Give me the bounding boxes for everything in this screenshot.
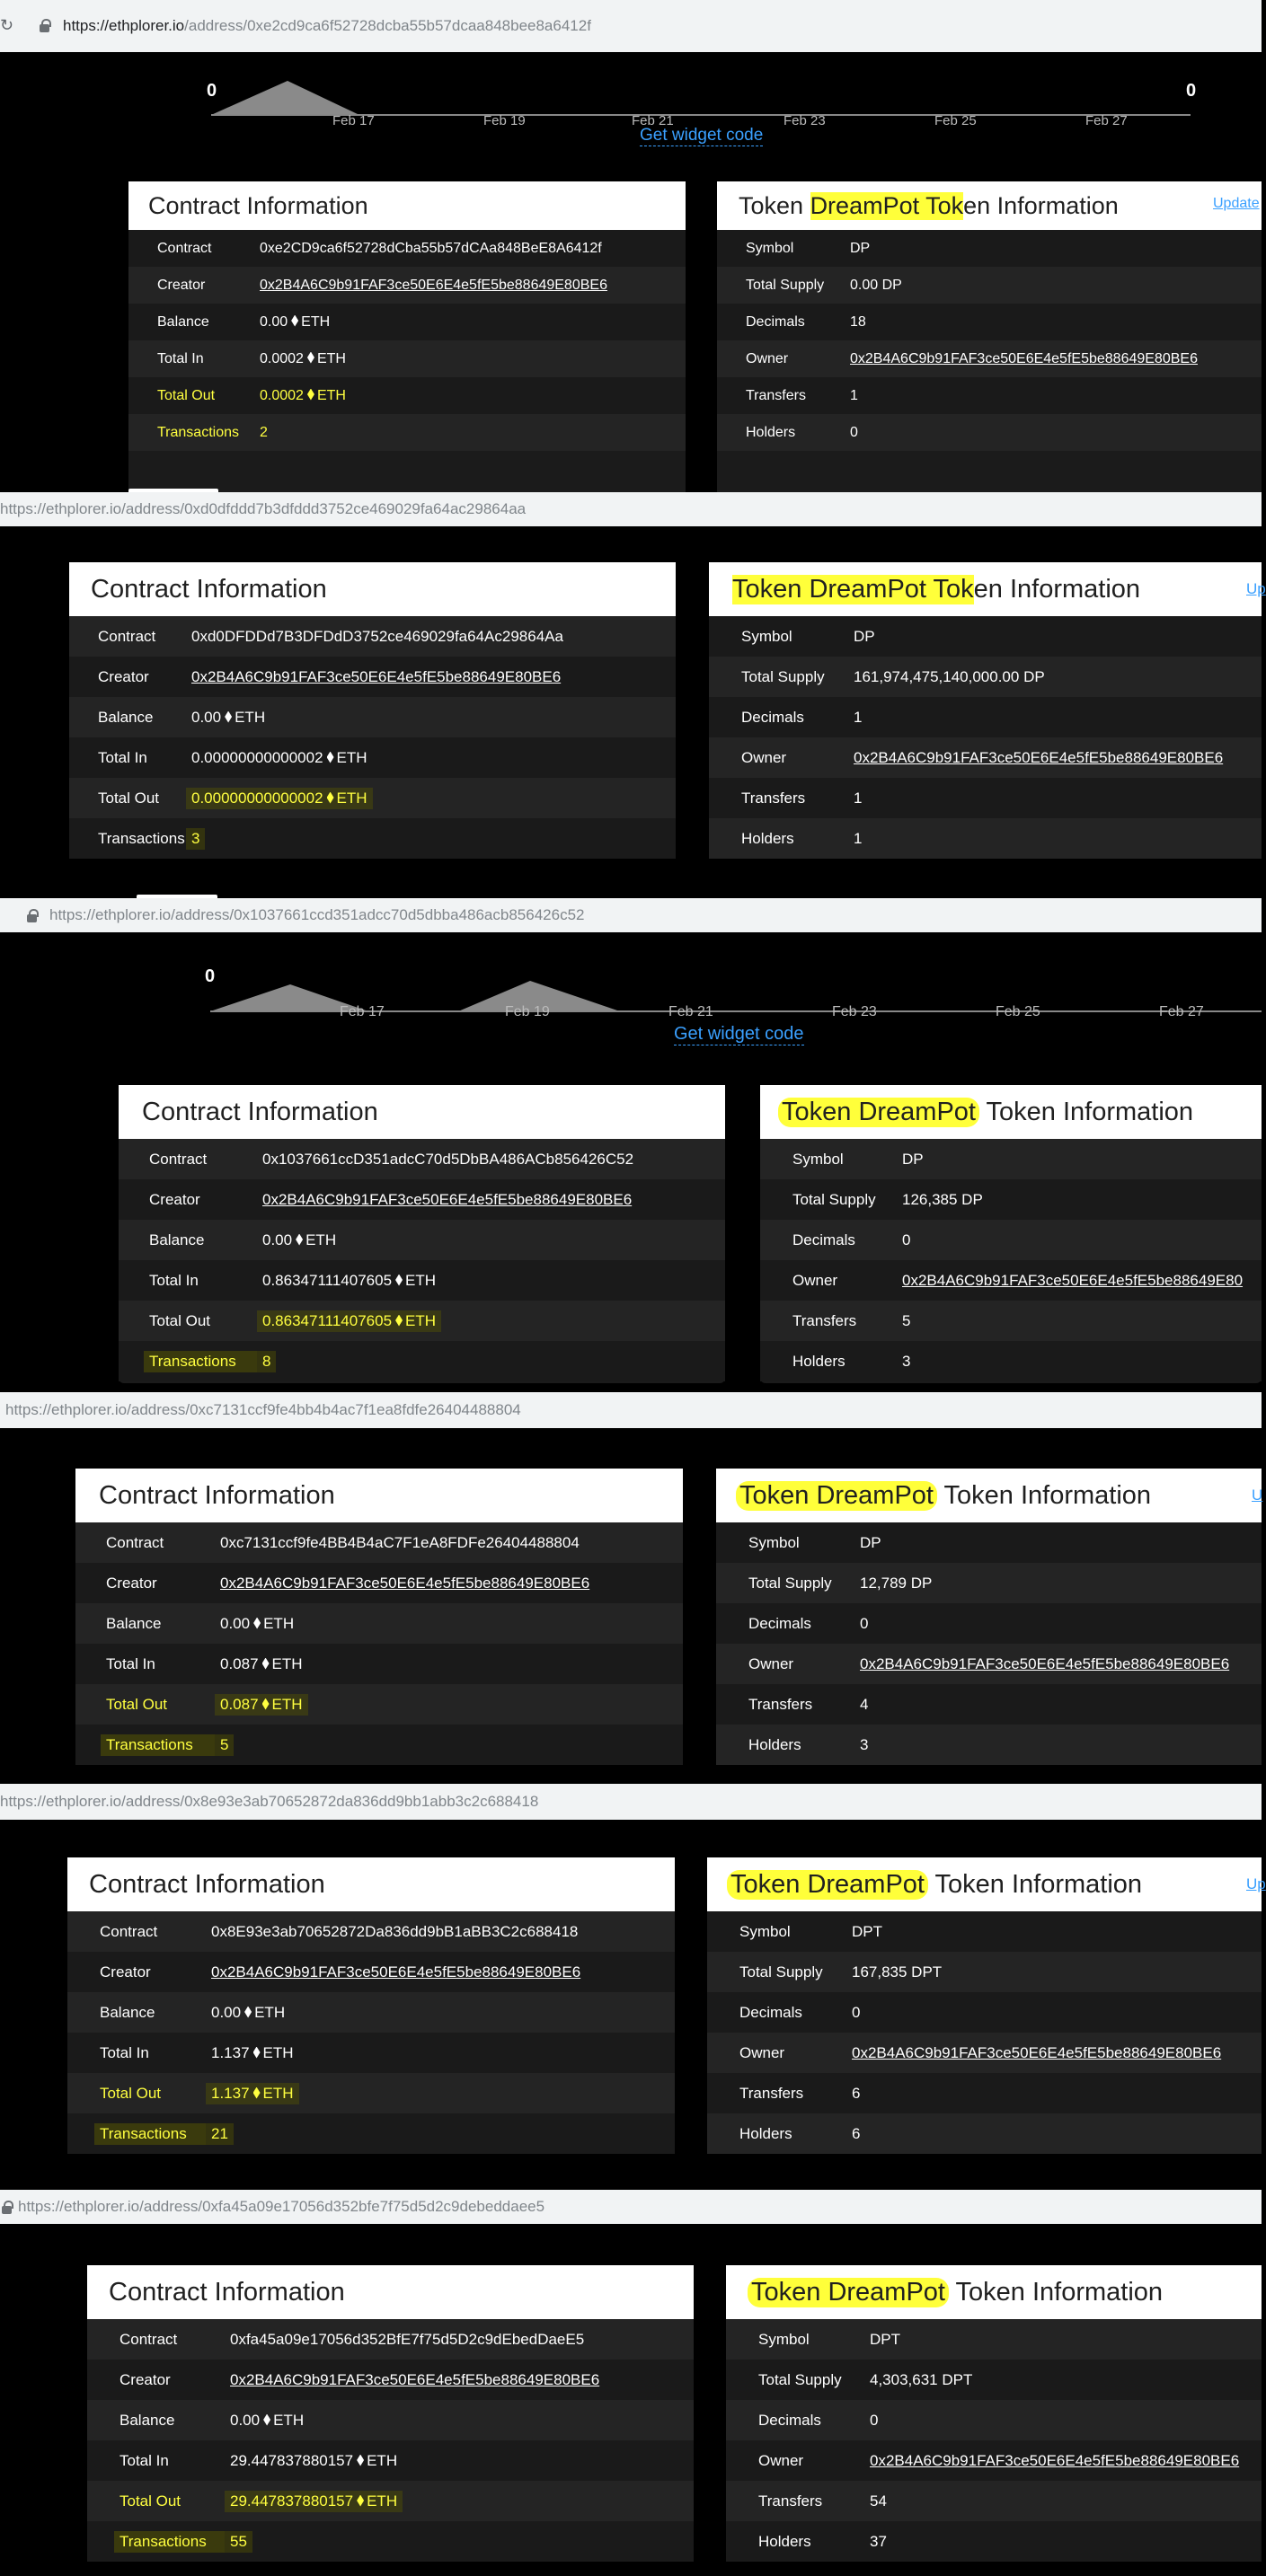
label-creator: Creator: [157, 277, 206, 293]
address-bar[interactable]: [0, 1784, 1262, 1820]
owner-row: Owner 0x2B4A6C9b91FAF3ce50E6E4e5fE5be88649E80: [760, 1260, 1262, 1301]
transactions-value: 3: [186, 828, 205, 850]
url-text[interactable]: https://ethplorer.io/address/0xc7131ccf9fe4bb4b4ac7f1ea8fdfe26404488804: [5, 1401, 521, 1418]
lock-icon: [2, 2206, 12, 2214]
ethereum-icon: [307, 352, 314, 364]
creator-row: Creator 0x2B4A6C9b91FAF3ce50E6E4e5fE5be88649E80BE6: [75, 1563, 683, 1603]
chart-y-label-left: 0: [205, 966, 216, 986]
creator-link[interactable]: 0x2B4A6C9b91FAF3ce50E6E4e5fE5be88649E80BE6: [211, 1963, 581, 1981]
chart-tick: Feb 21: [632, 113, 674, 128]
chart-tick: Feb 19: [483, 113, 526, 128]
screenshot-6: [0, 2224, 1262, 2576]
transactions-row: Transactions 8: [119, 1341, 725, 1381]
chart-tick: Feb 17: [340, 1004, 385, 1019]
contract-table: [128, 230, 686, 451]
card-title: Contract Information: [87, 2265, 694, 2319]
decimals-row: [717, 304, 1262, 340]
card-title: Token DreamPot Token Information: [716, 1469, 1262, 1522]
creator-link[interactable]: 0x2B4A6C9b91FAF3ce50E6E4e5fE5be88649E80BE6: [230, 2370, 600, 2388]
owner-row: [717, 340, 1262, 377]
card-title: Token DreamPot Tok en Information: [717, 181, 1262, 230]
get-widget-code-link[interactable]: Get widget code: [674, 1024, 804, 1044]
creator-row: [128, 267, 686, 304]
update-link[interactable]: Up: [1246, 580, 1266, 597]
owner-link[interactable]: 0x2B4A6C9b91FAF3ce50E6E4e5fE5be88649E80BE6: [850, 350, 1198, 366]
ethereum-icon: [244, 2007, 252, 2018]
card-title: Token DreamPot Token Information: [726, 2265, 1262, 2319]
screenshot-5: [0, 1820, 1266, 2190]
token-info-card: [709, 562, 1266, 859]
symbol-row: Symbol DPT: [707, 1911, 1262, 1952]
transactions-value: 21: [206, 2123, 234, 2145]
ethereum-icon: [327, 792, 334, 804]
transfers-row: Transfers 6: [707, 2073, 1262, 2113]
total-in-row: Total In 0.86347111407605 ETH: [119, 1260, 725, 1301]
url-text[interactable]: https://ethplorer.io/address/0x1037661ccd351adcc70d5dbba486acb856426c52: [49, 906, 585, 923]
ethereum-icon: [262, 1698, 270, 1710]
card-title: Contract Information: [128, 181, 686, 230]
total-out-row: Total Out 0.087 ETH: [75, 1684, 683, 1725]
label-total-supply: Total Supply: [746, 277, 825, 293]
screenshot-1: [0, 52, 1262, 492]
label-transfers: Transfers: [746, 387, 806, 403]
total-out-row: Total Out 1.137 ETH: [67, 2073, 675, 2113]
token-info-card: [716, 1469, 1262, 1765]
contract-address[interactable]: 0xd0DFDDd7B3DFDdD3752ce469029fa64Ac29864Aa: [191, 627, 563, 645]
token-info-card: [707, 1857, 1266, 2154]
total-supply-row: Total Supply 167,835 DPT: [707, 1952, 1262, 1992]
transfers-value: 1: [850, 387, 858, 403]
total-in-row: Total In 0.0002 ETH: [128, 340, 686, 377]
chart-tick: Feb 21: [668, 1004, 713, 1019]
address-bar[interactable]: [0, 0, 1262, 52]
total-supply-value: 0.00 DP: [850, 277, 902, 293]
total-in-row: Total In 0.00000000000002 ETH: [69, 737, 676, 778]
total-out-row: Total Out 0.00000000000002 ETH: [69, 778, 676, 818]
holders-value: 0: [850, 424, 858, 440]
label-decimals: Decimals: [746, 313, 805, 330]
holders-row: [717, 414, 1262, 451]
transactions-row: Transactions 55: [87, 2521, 694, 2562]
ethereum-icon: [395, 1275, 403, 1286]
creator-row: Creator 0x2B4A6C9b91FAF3ce50E6E4e5fE5be88649E80BE6: [67, 1952, 675, 1992]
contract-address[interactable]: 0xc7131ccf9fe4BB4B4aC7F1eA8FDFe26404488804: [220, 1533, 580, 1551]
transactions-value: 55: [225, 2531, 252, 2553]
contract-row: [128, 230, 686, 267]
ethereum-icon: [327, 752, 334, 763]
balance-row: Balance 0.00 ETH: [67, 1992, 675, 2033]
contract-address[interactable]: 0xfa45a09e17056d352BfE7f75d5D2c9dEbedDaeE5: [230, 2330, 585, 2348]
decimals-row: Decimals 0: [726, 2400, 1262, 2440]
label-holders: Holders: [746, 424, 796, 440]
owner-row: Owner 0x2B4A6C9b91FAF3ce50E6E4e5fE5be88649E80BE6: [709, 737, 1262, 778]
symbol-row: Symbol DP: [716, 1522, 1262, 1563]
holders-row: Holders 3: [760, 1341, 1262, 1381]
creator-row: Creator 0x2B4A6C9b91FAF3ce50E6E4e5fE5be88649E80BE6: [87, 2360, 694, 2400]
contract-row: Contract 0x8E93e3ab70652872Da836dd9bB1aBB3C2c688418: [67, 1911, 675, 1952]
transactions-row: Transactions 21: [67, 2113, 675, 2154]
contract-address[interactable]: 0x1037661ccD351adcC70d5DbBA486ACb856426C52: [262, 1150, 634, 1168]
url-text[interactable]: https://ethplorer.io/address/0xd0dfddd7b3dfddd3752ce469029fa64ac29864aa: [0, 500, 527, 517]
transactions-value: 5: [215, 1734, 234, 1756]
decimals-row: Decimals 0: [716, 1603, 1262, 1644]
total-supply-row: Total Supply 12,789 DP: [716, 1563, 1262, 1603]
total-out-value: 0.0002: [260, 387, 304, 403]
ethereum-icon: [357, 2495, 364, 2507]
total-in-value: 0.0002: [260, 350, 304, 366]
url-text[interactable]: https://ethplorer.io/address/0x8e93e3ab70652872da836dd9bb1abb3c2c688418: [0, 1793, 539, 1810]
holders-row: Holders 6: [707, 2113, 1262, 2154]
total-supply-row: Total Supply 161,974,475,140,000.00 DP: [709, 657, 1262, 697]
update-link[interactable]: Update: [1213, 196, 1260, 211]
balance-row: Balance 0.00 ETH: [119, 1220, 725, 1260]
chart-tick: Feb 27: [1085, 113, 1128, 128]
token-info-card: [760, 1085, 1262, 1383]
symbol-row: Symbol DP: [709, 616, 1262, 657]
owner-link[interactable]: 0x2B4A6C9b91FAF3ce50E6E4e5fE5be88649E80: [902, 1271, 1244, 1289]
contract-info-card: [119, 1085, 725, 1383]
ethereum-icon: [395, 1315, 403, 1327]
decimals-row: Decimals 1: [709, 697, 1262, 737]
card-title: Contract Information: [69, 562, 676, 616]
ethereum-icon: [225, 711, 232, 723]
transfers-row: Transfers 1: [709, 778, 1262, 818]
total-out-row: Total Out 29.447837880157 ETH: [87, 2481, 694, 2521]
contract-info-card: [67, 1857, 675, 2154]
url-text[interactable]: https://ethplorer.io/address/0xe2cd9ca6f52728dcba55b57dcaa848bee8a6412f: [63, 17, 591, 34]
ethereum-icon: [357, 2455, 364, 2466]
decimals-row: Decimals 0: [707, 1992, 1262, 2033]
label-transactions: Transactions: [157, 424, 239, 440]
holders-row: Holders 1: [709, 818, 1262, 859]
contract-row: Contract 0xd0DFDDd7B3DFDdD3752ce469029fa64Ac29864Aa: [69, 616, 676, 657]
owner-link[interactable]: 0x2B4A6C9b91FAF3ce50E6E4e5fE5be88649E80BE6: [860, 1654, 1230, 1672]
label-total-out: Total Out: [157, 387, 216, 403]
contract-row: Contract 0x1037661ccD351adcC70d5DbBA486ACb856426C52: [119, 1139, 725, 1179]
ethereum-icon: [296, 1234, 303, 1246]
balance-row: Balance 0.00 ETH: [75, 1603, 683, 1644]
card-title: Contract Information: [67, 1857, 675, 1911]
total-out-row: Total Out 0.0002 ETH: [128, 377, 686, 414]
balance-value: 0.00: [260, 313, 288, 330]
owner-link[interactable]: 0x2B4A6C9b91FAF3ce50E6E4e5fE5be88649E80BE6: [854, 748, 1224, 766]
transfers-row: Transfers 4: [716, 1684, 1262, 1725]
screenshot-2: [0, 526, 1266, 907]
chart-tick: Feb 23: [784, 113, 826, 128]
lock-icon: [40, 24, 49, 32]
total-in-row: Total In 29.447837880157 ETH: [87, 2440, 694, 2481]
ethereum-icon: [263, 2414, 270, 2426]
contract-row: Contract 0xfa45a09e17056d352BfE7f75d5D2c9dEbedDaeE5: [87, 2319, 694, 2360]
chart-tick: Feb 23: [832, 1004, 877, 1019]
lock-icon: [27, 914, 37, 922]
balance-row: Balance 0.00 ETH: [128, 304, 686, 340]
total-supply-row: [717, 267, 1262, 304]
chart-y-label-left: 0: [207, 81, 217, 101]
total-supply-row: Total Supply 126,385 DP: [760, 1179, 1262, 1220]
owner-link[interactable]: 0x2B4A6C9b91FAF3ce50E6E4e5fE5be88649E80BE6: [870, 2451, 1240, 2469]
transactions-value: 2: [260, 424, 268, 440]
card-title: Contract Information: [119, 1085, 725, 1139]
transfers-row: Transfers 54: [726, 2481, 1262, 2521]
symbol-value: DP: [850, 240, 871, 256]
reload-icon[interactable]: ↻: [0, 16, 14, 34]
label-total-in: Total In: [157, 350, 204, 366]
address-bar[interactable]: [0, 492, 1262, 526]
ethereum-icon: [253, 2047, 261, 2059]
ethereum-icon: [291, 315, 298, 327]
symbol-row: [717, 230, 1262, 267]
owner-row: Owner 0x2B4A6C9b91FAF3ce50E6E4e5fE5be88649E80BE6: [726, 2440, 1262, 2481]
chart-tick: Feb 27: [1159, 1004, 1204, 1019]
token-info-card: [717, 181, 1262, 505]
label-balance: Balance: [157, 313, 209, 330]
creator-link[interactable]: 0x2B4A6C9b91FAF3ce50E6E4e5fE5be88649E80BE6: [262, 1190, 633, 1208]
balance-row: Balance 0.00 ETH: [87, 2400, 694, 2440]
total-in-row: Total In 0.087 ETH: [75, 1644, 683, 1684]
ethereum-icon: [307, 389, 314, 401]
update-link[interactable]: U: [1252, 1486, 1263, 1504]
ethereum-icon: [253, 2087, 261, 2099]
owner-row: Owner 0x2B4A6C9b91FAF3ce50E6E4e5fE5be88649E80BE6: [716, 1644, 1262, 1684]
get-widget-code-link[interactable]: Get widget code: [640, 126, 764, 145]
chart-area: [211, 81, 359, 115]
creator-link[interactable]: 0x2B4A6C9b91FAF3ce50E6E4e5fE5be88649E80BE6: [260, 277, 607, 293]
chart-tick: Feb 25: [996, 1004, 1040, 1019]
transactions-row: Transactions 3: [69, 818, 676, 859]
chart-tick: Feb 25: [934, 113, 977, 128]
holders-row: Holders 3: [716, 1725, 1262, 1765]
ethereum-icon: [253, 1618, 261, 1629]
address-bar[interactable]: [0, 1392, 1262, 1428]
creator-link[interactable]: 0x2B4A6C9b91FAF3ce50E6E4e5fE5be88649E80BE6: [191, 667, 562, 685]
update-link[interactable]: Up: [1246, 1875, 1266, 1892]
contract-info-card: [75, 1469, 683, 1765]
card-title: Token DreamPot Token Information: [707, 1857, 1262, 1911]
owner-link[interactable]: 0x2B4A6C9b91FAF3ce50E6E4e5fE5be88649E80BE6: [852, 2043, 1222, 2061]
contract-info-card: [87, 2265, 694, 2562]
total-supply-row: Total Supply 4,303,631 DPT: [726, 2360, 1262, 2400]
screenshot-4: [0, 1428, 1262, 1784]
decimals-value: 18: [850, 313, 866, 330]
holders-row: Holders 37: [726, 2521, 1262, 2562]
card-title: Token DreamPot Token Information: [760, 1085, 1262, 1139]
symbol-row: Symbol DPT: [726, 2319, 1262, 2360]
decimals-row: Decimals 0: [760, 1220, 1262, 1260]
balance-row: Balance 0.00 ETH: [69, 697, 676, 737]
creator-row: Creator 0x2B4A6C9b91FAF3ce50E6E4e5fE5be88649E80BE6: [119, 1179, 725, 1220]
transactions-value: 8: [257, 1351, 276, 1372]
contract-address[interactable]: 0x8E93e3ab70652872Da836dd9bB1aBB3C2c688418: [211, 1922, 579, 1940]
transactions-row: Transactions 5: [75, 1725, 683, 1765]
chart-tick: Feb 17: [332, 113, 375, 128]
contract-row: Contract 0xc7131ccf9fe4BB4B4aC7F1eA8FDFe26404488804: [75, 1522, 683, 1563]
contract-info-card: [128, 181, 686, 505]
contract-address[interactable]: 0xe2CD9ca6f52728dCba55b57dCAa848BeE8A6412f: [260, 240, 602, 256]
transfers-row: Transfers 5: [760, 1301, 1262, 1341]
transactions-row: [128, 414, 686, 451]
screenshot-3: [0, 932, 1262, 1392]
owner-row: Owner 0x2B4A6C9b91FAF3ce50E6E4e5fE5be88649E80BE6: [707, 2033, 1262, 2073]
total-in-row: Total In 1.137 ETH: [67, 2033, 675, 2073]
chart-y-label-right: 0: [1186, 81, 1197, 101]
address-bar[interactable]: [0, 898, 1262, 932]
card-title: Token DreamPot Tok en Information: [709, 562, 1262, 616]
card-title: Contract Information: [75, 1469, 683, 1522]
symbol-row: Symbol DP: [760, 1139, 1262, 1179]
contract-info-card: [69, 562, 676, 859]
transfers-row: [717, 377, 1262, 414]
token-info-card: [726, 2265, 1262, 2562]
url-text[interactable]: https://ethplorer.io/address/0xfa45a09e17056d352bfe7f75d5d2c9debeddaee5: [18, 2198, 545, 2215]
creator-row: Creator 0x2B4A6C9b91FAF3ce50E6E4e5fE5be88649E80BE6: [69, 657, 676, 697]
label-contract: Contract: [157, 240, 212, 256]
chart-tick: Feb 19: [505, 1004, 550, 1019]
label-owner: Owner: [746, 350, 789, 366]
label-symbol: Symbol: [746, 240, 794, 256]
address-bar[interactable]: [0, 2190, 1262, 2224]
total-out-row: Total Out 0.86347111407605 ETH: [119, 1301, 725, 1341]
ethereum-icon: [262, 1658, 270, 1670]
creator-link[interactable]: 0x2B4A6C9b91FAF3ce50E6E4e5fE5be88649E80BE6: [220, 1574, 590, 1592]
